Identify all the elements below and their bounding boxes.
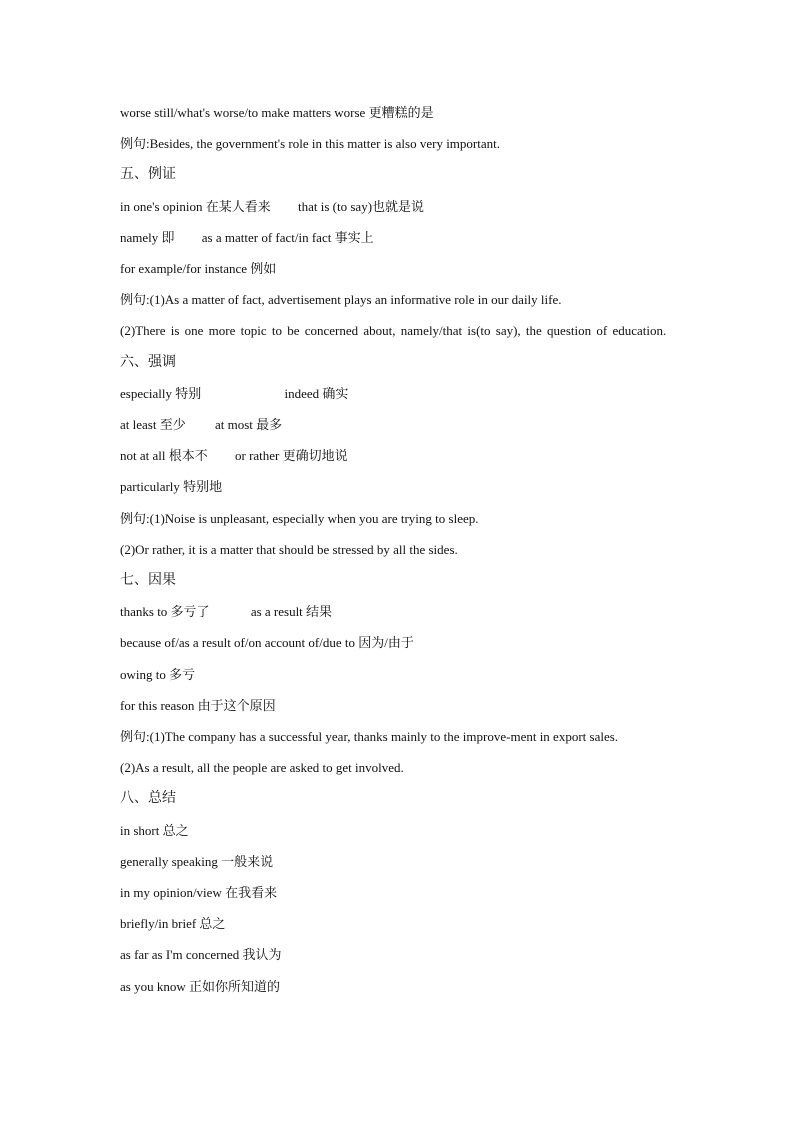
phrase-especially: especially 特别 (120, 385, 202, 401)
phrase-in-my-opinion: in my opinion/view 在我看来 (120, 885, 278, 901)
example-sentence-as-a-result: (2)As a result, all the people are asked to get involved. (120, 760, 404, 776)
phrase-not-at-all: not at all 根本不 (120, 448, 208, 464)
phrase-for-example: for example/for instance 例如 (120, 261, 277, 277)
section-heading-examples: 五、例证 (120, 166, 176, 183)
phrase-because-of: because of/as a result of/on account of/due to 因为/由于 (120, 635, 414, 651)
phrase-that-is: that is (to say)也就是说 (298, 198, 425, 214)
phrase-namely: namely 即 (120, 229, 175, 245)
phrase-as-a-result: as a result 结果 (250, 604, 333, 620)
phrase-row-at-least (120, 409, 676, 440)
phrase-row-opinion (120, 191, 676, 222)
document-page (120, 97, 676, 1002)
section-heading-emphasis: 六、强调 (120, 353, 176, 370)
phrase-generally-speaking: generally speaking 一般来说 (120, 853, 274, 869)
phrase-at-most: at most 最多 (214, 417, 283, 433)
phrase-row-thanks-to (120, 596, 676, 627)
phrase-row-namely (120, 222, 676, 253)
phrase-worse-still: worse still/what's worse/to make matters worse 更糟糕的是 (120, 105, 434, 120)
phrase-in-short: in short 总之 (120, 822, 189, 838)
example-sentence-2: (2)There is one more topic to be concerned about, namely/that is(to say), the question of education. (120, 323, 667, 339)
example-sentence-noise: 例句:(1)Noise is unpleasant, especially when you are trying to sleep. (120, 510, 479, 526)
example-sentence-1: 例句:(1)As a matter of fact, advertisement plays an informative role in our daily life. (120, 292, 562, 308)
section-heading-summary: 八、总结 (120, 790, 176, 807)
phrase-as-far-as: as far as I'm concerned 我认为 (120, 947, 282, 963)
phrase-as-a-matter-of-fact: as a matter of fact/in fact 事实上 (201, 229, 374, 245)
phrase-indeed: indeed 确实 (284, 385, 349, 401)
phrase-row-especially (120, 378, 676, 409)
example-sentence-or-rather: (2)Or rather, it is a matter that should be stressed by all the sides. (120, 541, 458, 557)
example-sentence-besides: 例句:Besides, the government's role in this matter is also very important. (120, 136, 500, 152)
phrase-for-this-reason: for this reason 由于这个原因 (120, 697, 276, 713)
phrase-thanks-to: thanks to 多亏了 (120, 604, 210, 620)
example-sentence-company: 例句:(1)The company has a successful year, thanks mainly to the improve-ment in export sales. (120, 729, 619, 745)
phrase-in-ones-opinion: in one's opinion 在某人看来 (120, 198, 271, 214)
phrase-particularly: particularly 特别地 (120, 479, 223, 495)
phrase-as-you-know: as you know 正如你所知道的 (120, 978, 280, 994)
phrase-owing-to: owing to 多亏 (120, 666, 196, 682)
phrase-at-least: at least 至少 (120, 417, 186, 433)
phrase-row-not-at-all (120, 440, 676, 471)
section-heading-cause-effect: 七、因果 (120, 572, 176, 589)
phrase-briefly: briefly/in brief 总之 (120, 916, 226, 932)
phrase-or-rather: or rather 更确切地说 (235, 448, 348, 464)
